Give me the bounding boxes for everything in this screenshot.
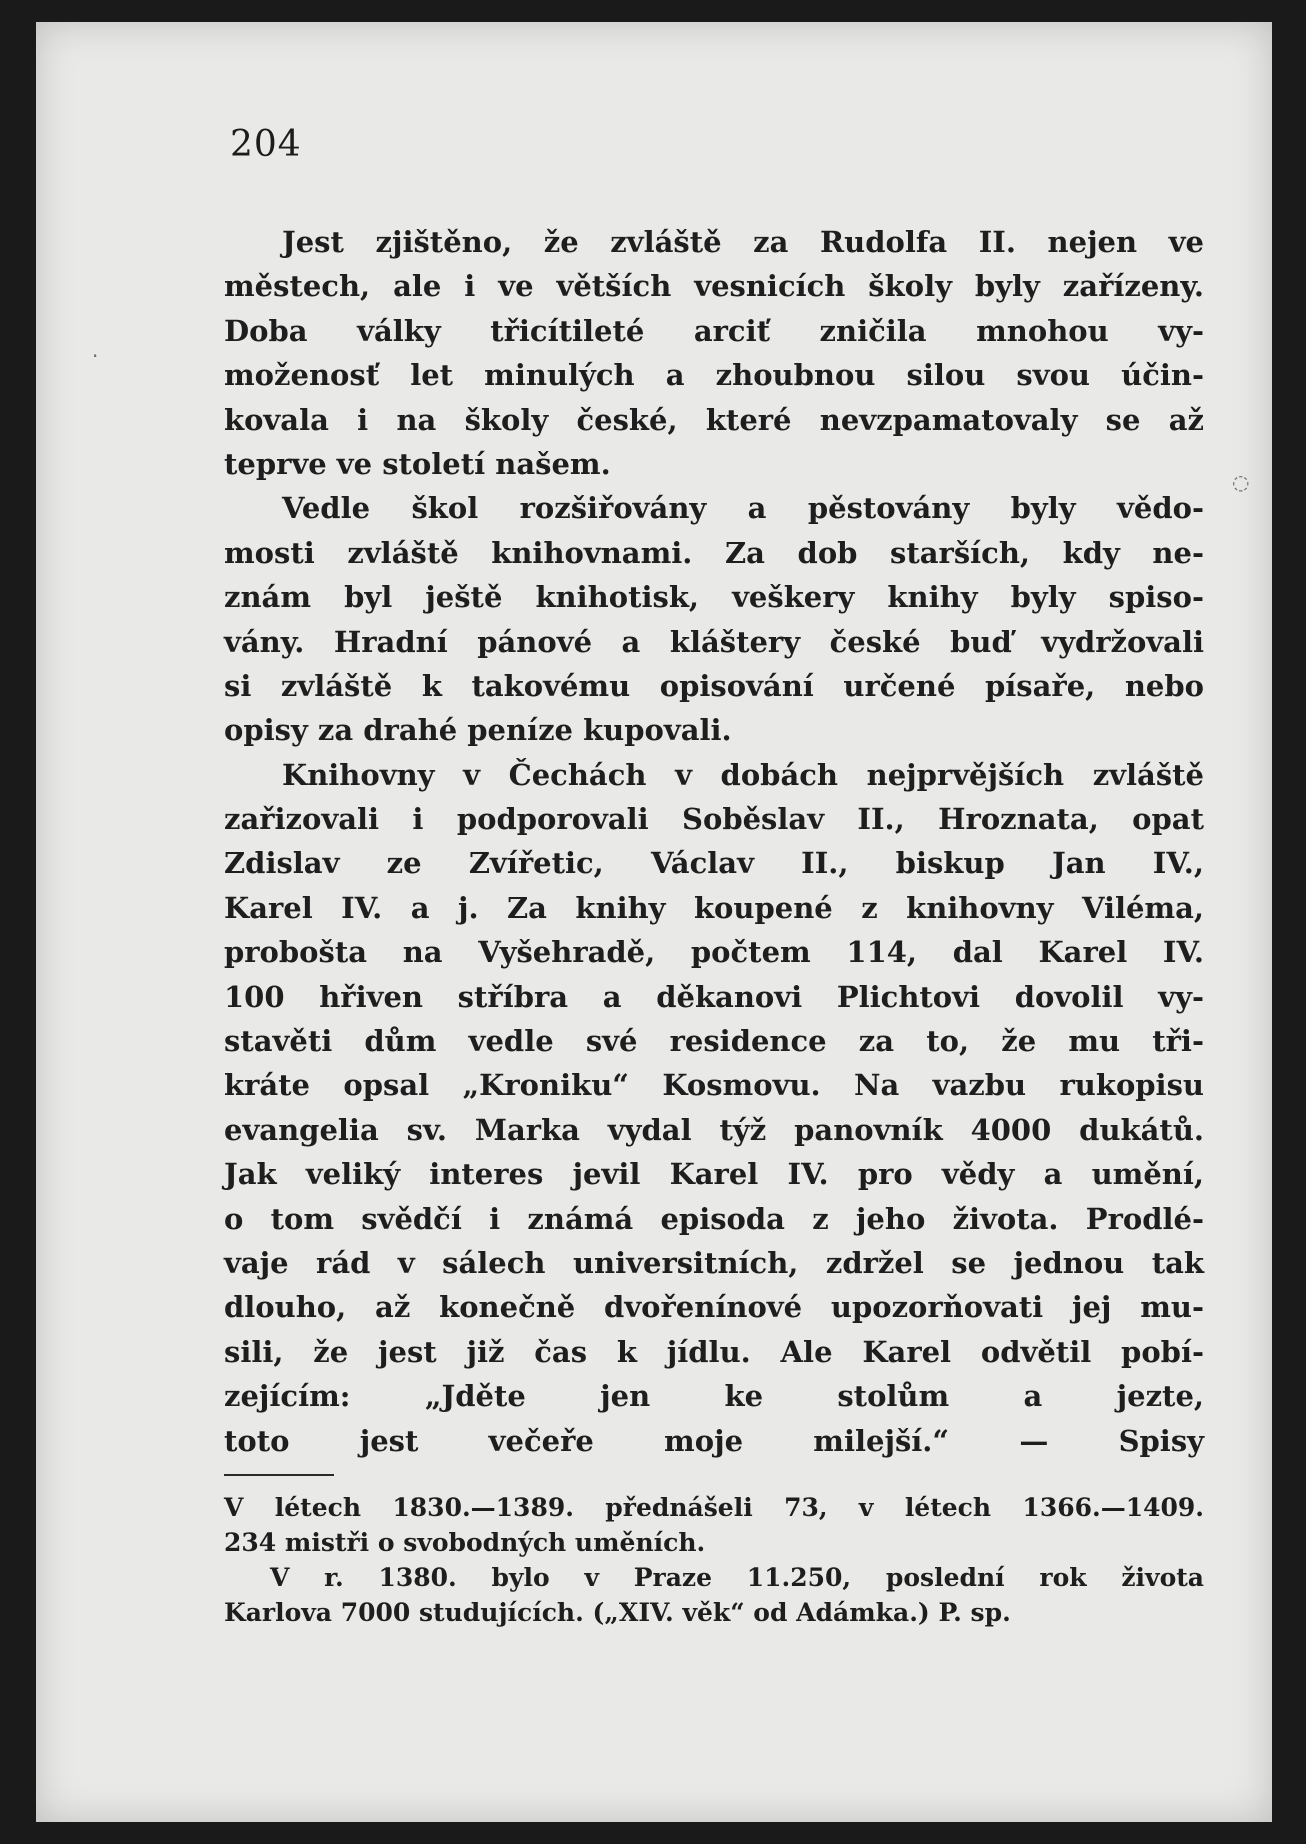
body-line: kovala i na školy české, které nevzpamatovaly se až [224, 402, 1204, 437]
body-line: dlouho, až konečně dvořenínové upozorňovati jej mu- [224, 1290, 1204, 1325]
margin-mark-icon: ◌ [1232, 470, 1250, 494]
body-line: Zdislav ze Zvířetic, Václav II., biskup Jan IV., [224, 846, 1204, 881]
body-line: Doba války třicítileté arciť zničila mnohou vy- [224, 313, 1204, 348]
body-line: kráte opsal „Kroniku“ Kosmovu. Na vazbu rukopisu [224, 1068, 1204, 1103]
body-line: moženosť let minulých a zhoubnou silou svou účin- [224, 358, 1204, 393]
body-line: teprve ve století našem. [224, 446, 611, 481]
body-line: si zvláště k takovému opisování určené písaře, nebo [224, 668, 1204, 703]
body-line: toto jest večeře moje milejší.“ — Spisy [224, 1423, 1204, 1458]
footnote-line: Karlova 7000 studujících. („XIV. věk“ od Adámka.) P. sp. [224, 1598, 1011, 1627]
page-number: 204 [230, 124, 302, 165]
footnote-line: 234 mistři o svobodných uměních. [224, 1528, 706, 1557]
body-line: mosti zvláště knihovnami. Za dob starších, kdy ne- [224, 535, 1204, 570]
margin-dot-icon: · [92, 344, 99, 368]
body-line: vaje rád v sálech universitních, zdržel se jednou tak [224, 1245, 1204, 1280]
body-line: opisy za drahé peníze kupovali. [224, 713, 732, 748]
body-text [224, 220, 1204, 1463]
body-line: Karel IV. a j. Za knihy koupené z knihovny Viléma, [224, 890, 1204, 925]
body-line: sili, že jest již čas k jídlu. Ale Karel odvětil pobí- [224, 1334, 1204, 1369]
body-line: evangelia sv. Marka vydal týž panovník 4000 dukátů. [224, 1112, 1204, 1147]
body-line: stavěti dům vedle své residence za to, že mu tři- [224, 1024, 1204, 1059]
body-line: znám byl ještě knihotisk, veškery knihy byly spiso- [224, 580, 1204, 615]
body-line: Vedle škol rozšiřovány a pěstovány byly vědo- [282, 491, 1204, 526]
body-line: 100 hřiven stříbra a děkanovi Plichtovi dovolil vy- [224, 979, 1204, 1014]
body-line: Knihovny v Čechách v dobách nejprvějších zvláště [282, 757, 1204, 792]
body-line: o tom svědčí i známá episoda z jeho života. Prodlé- [224, 1201, 1204, 1236]
body-line: Jest zjištěno, že zvláště za Rudolfa II. nejen ve [282, 225, 1204, 259]
body-line: vány. Hradní pánové a kláštery české buď vydržovali [224, 624, 1204, 659]
footnote-rule [224, 1474, 334, 1476]
footnote-line: V létech 1830.—1389. přednášeli 73, v létech 1366.—1409. [224, 1493, 1204, 1522]
body-line: zařizovali i podporovali Soběslav II., Hroznata, opat [224, 802, 1204, 837]
footnote-line: V r. 1380. bylo v Praze 11.250, poslední rok života [270, 1563, 1204, 1592]
body-line: Jak veliký interes jevil Karel IV. pro vědy a umění, [224, 1157, 1204, 1192]
body-line: městech, ale i ve větších vesnicích školy byly zařízeny. [224, 269, 1204, 304]
footnotes [224, 1490, 1204, 1630]
body-line: probošta na Vyšehradě, počtem 114, dal Karel IV. [224, 935, 1204, 970]
body-line: zejícím: „Jděte jen ke stolům a jezte, [224, 1379, 1204, 1414]
